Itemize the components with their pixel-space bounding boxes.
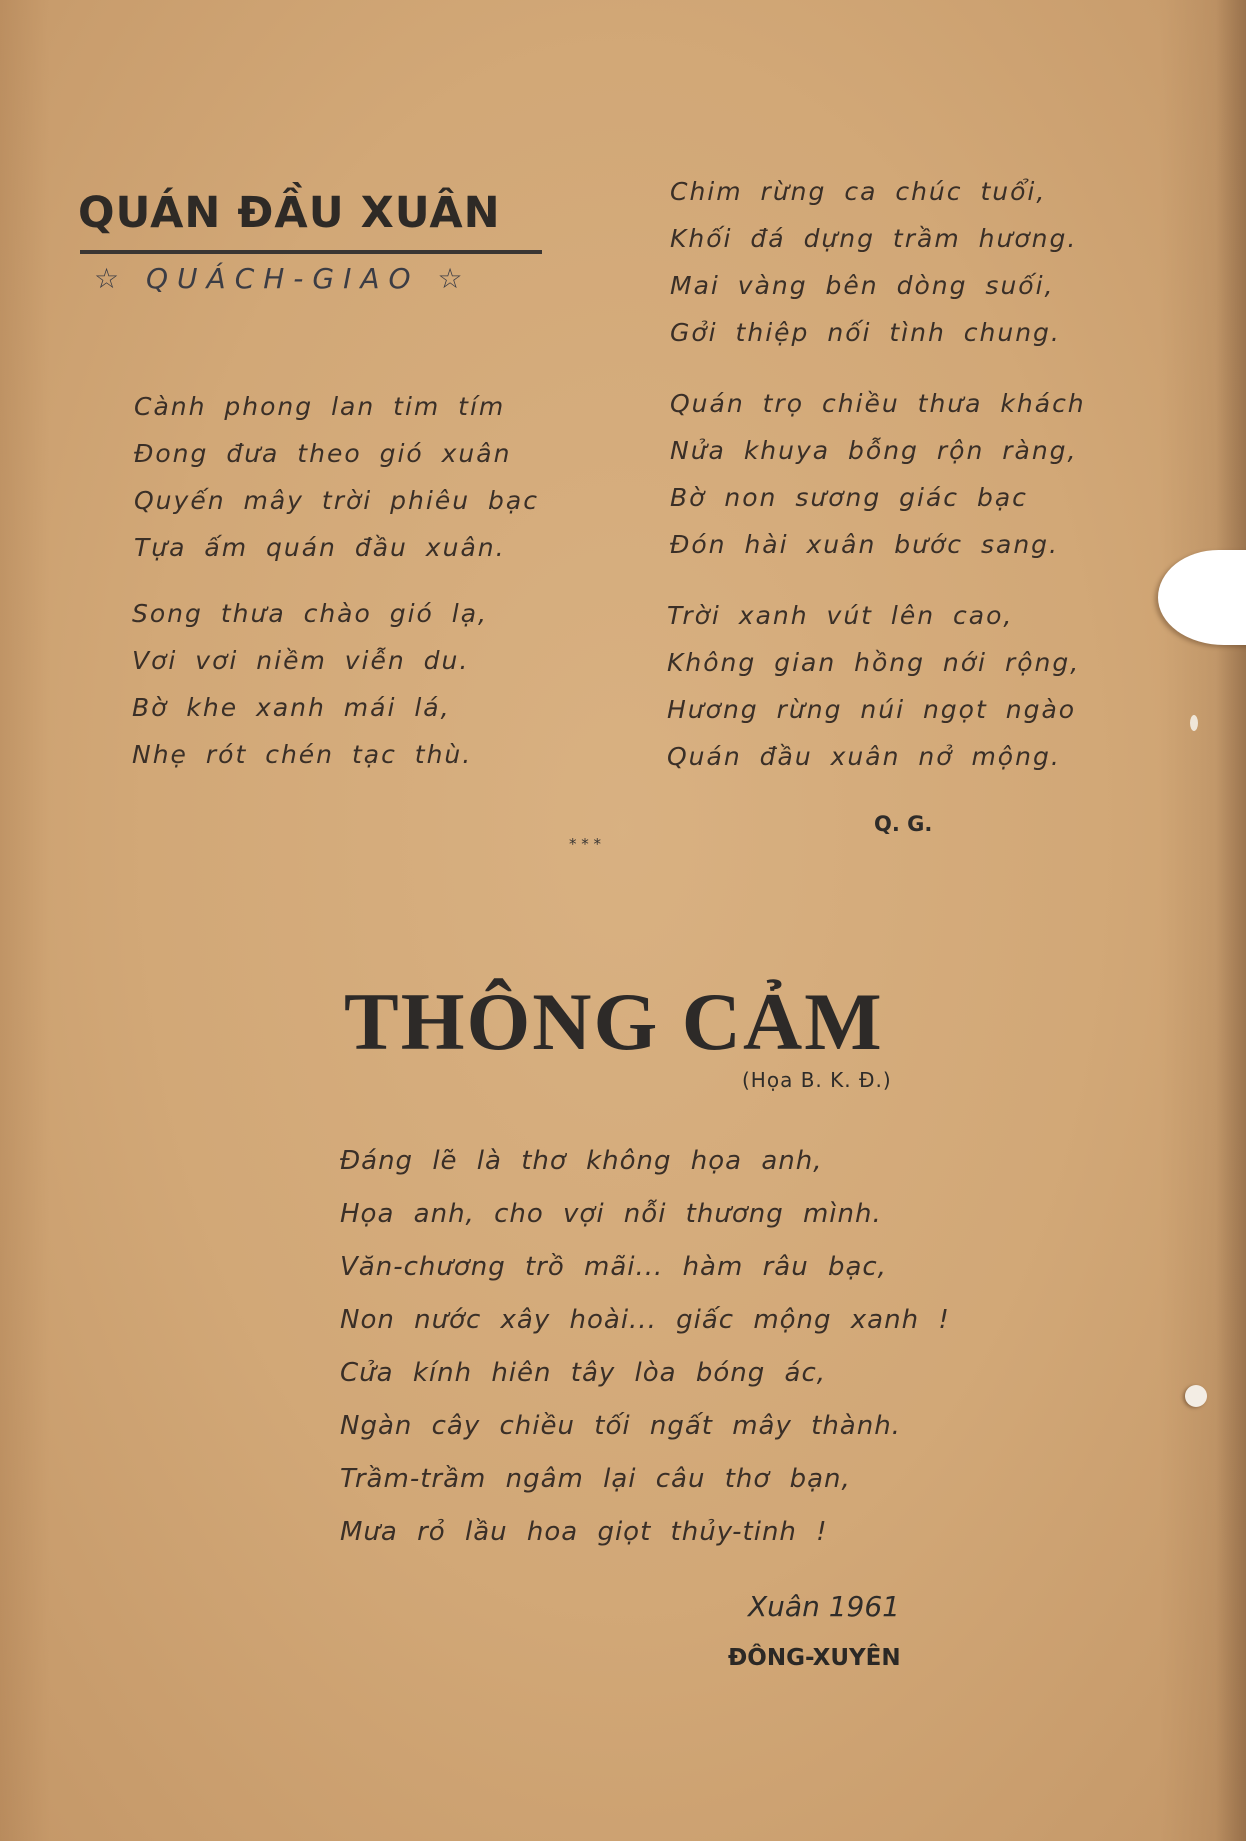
poem1-stanza bbox=[134, 383, 539, 571]
verse-line: Đong đưa theo gió xuân bbox=[134, 439, 512, 468]
verse-line: Quán trọ chiều thưa khách bbox=[670, 389, 1086, 418]
verse-line: Nhẹ rót chén tạc thù. bbox=[132, 740, 473, 769]
poem1-title: QUÁN ĐẦU XUÂN bbox=[78, 188, 501, 238]
verse-line: Nửa khuya bỗng rộn ràng, bbox=[670, 436, 1078, 465]
verse-line: Ngàn cây chiều tối ngất mây thành. bbox=[340, 1411, 901, 1441]
verse-line: Đáng lẽ là thơ không họa anh, bbox=[340, 1146, 823, 1176]
verse-line: Quán đầu xuân nở mộng. bbox=[667, 742, 1061, 771]
verse-line: Gởi thiệp nối tình chung. bbox=[670, 318, 1061, 347]
verse-line: Đón hài xuân bước sang. bbox=[670, 530, 1059, 559]
poem2-body bbox=[340, 1135, 950, 1559]
verse-line: Trầm-trầm ngâm lại câu thơ bạn, bbox=[340, 1464, 851, 1494]
verse-line: Vơi vơi niềm viễn du. bbox=[132, 646, 470, 675]
verse-line: Non nước xây hoài... giấc mộng xanh ! bbox=[340, 1305, 950, 1335]
verse-line: Văn-chương trồ mãi... hàm râu bạc, bbox=[340, 1252, 887, 1282]
poem1-signature: Q. G. bbox=[874, 812, 933, 836]
poem1-stanza bbox=[132, 590, 488, 778]
verse-line: Quyến mây trời phiêu bạc bbox=[134, 486, 539, 515]
verse-line: Không gian hồng nới rộng, bbox=[667, 648, 1081, 677]
section-separator: * * * bbox=[568, 835, 602, 853]
poem1-author: ☆ QUÁCH-GIAO ☆ bbox=[94, 262, 472, 295]
poem1-stanza bbox=[670, 380, 1086, 568]
verse-line: Mưa rỏ lầu hoa giọt thủy-tinh ! bbox=[340, 1517, 828, 1547]
torn-paper-hole bbox=[1158, 550, 1246, 645]
verse-line: Bờ khe xanh mái lá, bbox=[132, 693, 451, 722]
poem2-reply-note: (Họa B. K. Đ.) bbox=[742, 1068, 892, 1092]
poem2-author: ĐÔNG-XUYÊN bbox=[728, 1645, 901, 1671]
verse-line: Bờ non sương giác bạc bbox=[670, 483, 1028, 512]
verse-line: Họa anh, cho vợi nỗi thương mình. bbox=[340, 1199, 882, 1229]
verse-line: Song thưa chào gió lạ, bbox=[132, 599, 489, 628]
paper-edge-shadow bbox=[1216, 0, 1246, 1841]
paper-damage-spot bbox=[1190, 715, 1198, 731]
verse-line: Cành phong lan tim tím bbox=[134, 392, 506, 421]
paper-damage-spot bbox=[1185, 1385, 1207, 1407]
poem1-stanza bbox=[667, 592, 1080, 780]
verse-line: Hương rừng núi ngọt ngào bbox=[667, 695, 1077, 724]
verse-line: Trời xanh vút lên cao, bbox=[667, 601, 1014, 630]
verse-line: Cửa kính hiên tây lòa bóng ác, bbox=[340, 1358, 827, 1388]
poem1-stanza bbox=[670, 168, 1077, 356]
poem2-title: THÔNG CẢM bbox=[344, 976, 884, 1067]
title-underline bbox=[80, 250, 542, 254]
poem2-date: Xuân 1961 bbox=[748, 1590, 900, 1623]
verse-line: Khối đá dựng trầm hương. bbox=[670, 224, 1078, 253]
verse-line: Tựa ấm quán đầu xuân. bbox=[134, 533, 506, 562]
verse-line: Chim rừng ca chúc tuổi, bbox=[670, 177, 1047, 206]
verse-line: Mai vàng bên dòng suối, bbox=[670, 271, 1055, 300]
